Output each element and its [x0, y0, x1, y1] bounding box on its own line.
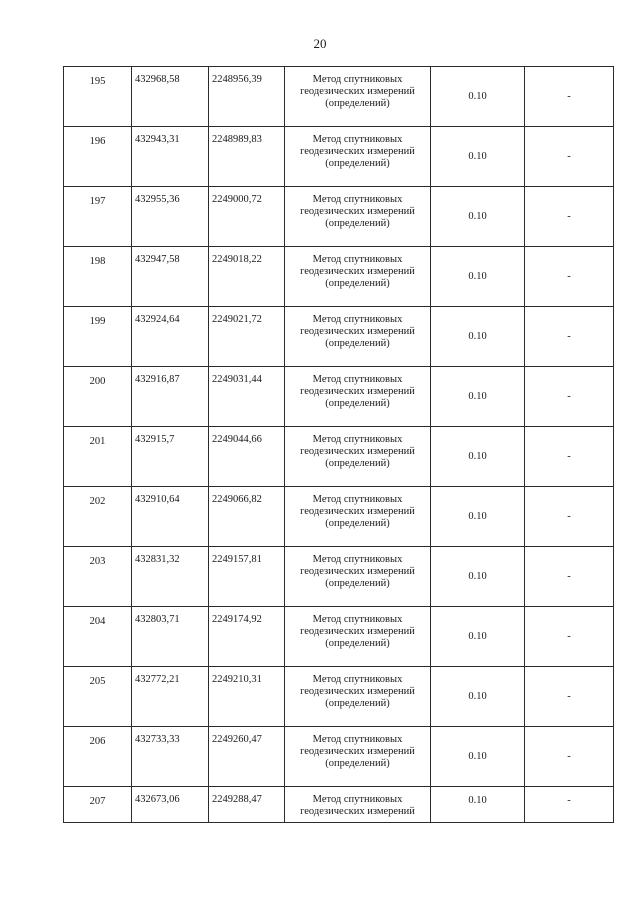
point-number-cell: 198 — [64, 247, 132, 307]
x-coordinate-cell: 432916,87 — [132, 367, 209, 427]
note-cell: - — [525, 787, 614, 823]
accuracy-cell: 0.10 — [431, 187, 525, 247]
y-coordinate-cell: 2248989,83 — [209, 127, 285, 187]
method-line: (определений) — [325, 638, 390, 649]
y-coordinate-cell: 2249031,44 — [209, 367, 285, 427]
table-row — [64, 607, 614, 667]
note-cell: - — [525, 67, 614, 127]
point-number-cell: 196 — [64, 127, 132, 187]
method-line: геодезических измерений — [300, 446, 415, 457]
point-number-cell: 201 — [64, 427, 132, 487]
table-row — [64, 427, 614, 487]
note-cell: - — [525, 427, 614, 487]
table-row — [64, 247, 614, 307]
note-cell: - — [525, 247, 614, 307]
method-cell — [285, 547, 431, 607]
note-cell: - — [525, 127, 614, 187]
method-line: (определений) — [325, 218, 390, 229]
method-line: Метод спутниковых — [312, 254, 403, 265]
note-cell: - — [525, 547, 614, 607]
accuracy-cell: 0.10 — [431, 427, 525, 487]
method-line: (определений) — [325, 578, 390, 589]
point-number-cell: 202 — [64, 487, 132, 547]
note-cell: - — [525, 367, 614, 427]
x-coordinate-cell: 432968,58 — [132, 67, 209, 127]
method-line: геодезических измерений — [300, 746, 415, 757]
method-cell — [285, 787, 431, 823]
point-number-cell: 195 — [64, 67, 132, 127]
accuracy-cell: 0.10 — [431, 547, 525, 607]
coordinates-table — [63, 66, 614, 823]
accuracy-cell: 0.10 — [431, 487, 525, 547]
y-coordinate-cell: 2249021,72 — [209, 307, 285, 367]
table-row — [64, 67, 614, 127]
coordinates-table-body — [64, 67, 614, 823]
x-coordinate-cell: 432924,64 — [132, 307, 209, 367]
accuracy-cell: 0.10 — [431, 67, 525, 127]
method-cell — [285, 667, 431, 727]
method-line: (определений) — [325, 698, 390, 709]
y-coordinate-cell: 2249288,47 — [209, 787, 285, 823]
x-coordinate-cell: 432831,32 — [132, 547, 209, 607]
method-line: Метод спутниковых — [312, 134, 403, 145]
method-cell — [285, 247, 431, 307]
method-line: Метод спутниковых — [312, 674, 403, 685]
table-row — [64, 547, 614, 607]
method-line: Метод спутниковых — [312, 434, 403, 445]
y-coordinate-cell: 2249044,66 — [209, 427, 285, 487]
method-line: (определений) — [325, 398, 390, 409]
table-row — [64, 667, 614, 727]
point-number-cell: 200 — [64, 367, 132, 427]
point-number-cell: 205 — [64, 667, 132, 727]
method-line: геодезических измерений — [300, 806, 415, 817]
table-row — [64, 787, 614, 823]
method-cell — [285, 307, 431, 367]
table-row — [64, 367, 614, 427]
x-coordinate-cell: 432673,06 — [132, 787, 209, 823]
point-number-cell: 206 — [64, 727, 132, 787]
y-coordinate-cell: 2249066,82 — [209, 487, 285, 547]
method-line: Метод спутниковых — [312, 614, 403, 625]
accuracy-cell: 0.10 — [431, 607, 525, 667]
accuracy-cell: 0.10 — [431, 667, 525, 727]
method-line: (определений) — [325, 98, 390, 109]
method-cell — [285, 607, 431, 667]
y-coordinate-cell: 2249018,22 — [209, 247, 285, 307]
point-number-cell: 204 — [64, 607, 132, 667]
method-line: геодезических измерений — [300, 326, 415, 337]
note-cell: - — [525, 667, 614, 727]
method-cell — [285, 67, 431, 127]
method-line: (определений) — [325, 278, 390, 289]
method-cell — [285, 727, 431, 787]
accuracy-cell: 0.10 — [431, 367, 525, 427]
y-coordinate-cell: 2249157,81 — [209, 547, 285, 607]
method-cell — [285, 187, 431, 247]
method-cell — [285, 487, 431, 547]
accuracy-cell: 0.10 — [431, 247, 525, 307]
method-line: Метод спутниковых — [312, 554, 403, 565]
method-line: Метод спутниковых — [312, 374, 403, 385]
point-number-cell: 197 — [64, 187, 132, 247]
y-coordinate-cell: 2249260,47 — [209, 727, 285, 787]
method-line: Метод спутниковых — [312, 494, 403, 505]
method-cell — [285, 427, 431, 487]
method-line: геодезических измерений — [300, 86, 415, 97]
method-line: геодезических измерений — [300, 686, 415, 697]
method-line: Метод спутниковых — [312, 194, 403, 205]
method-line: геодезических измерений — [300, 506, 415, 517]
y-coordinate-cell: 2249174,92 — [209, 607, 285, 667]
table-row — [64, 307, 614, 367]
method-line: (определений) — [325, 518, 390, 529]
method-line: геодезических измерений — [300, 626, 415, 637]
method-cell — [285, 127, 431, 187]
point-number-cell: 207 — [64, 787, 132, 823]
point-number-cell: 199 — [64, 307, 132, 367]
accuracy-cell: 0.10 — [431, 727, 525, 787]
x-coordinate-cell: 432947,58 — [132, 247, 209, 307]
accuracy-cell: 0.10 — [431, 307, 525, 367]
method-line: Метод спутниковых — [312, 74, 403, 85]
x-coordinate-cell: 432943,31 — [132, 127, 209, 187]
method-line: геодезических измерений — [300, 146, 415, 157]
accuracy-cell: 0.10 — [431, 127, 525, 187]
note-cell: - — [525, 187, 614, 247]
method-line: геодезических измерений — [300, 386, 415, 397]
table-row — [64, 127, 614, 187]
x-coordinate-cell: 432955,36 — [132, 187, 209, 247]
x-coordinate-cell: 432910,64 — [132, 487, 209, 547]
note-cell: - — [525, 607, 614, 667]
y-coordinate-cell: 2249000,72 — [209, 187, 285, 247]
method-line: Метод спутниковых — [312, 314, 403, 325]
method-line: геодезических измерений — [300, 566, 415, 577]
table-row — [64, 187, 614, 247]
method-line: (определений) — [325, 338, 390, 349]
x-coordinate-cell: 432915,7 — [132, 427, 209, 487]
method-line: (определений) — [325, 458, 390, 469]
table-row — [64, 487, 614, 547]
point-number-cell: 203 — [64, 547, 132, 607]
note-cell: - — [525, 487, 614, 547]
accuracy-cell: 0.10 — [431, 787, 525, 823]
method-line: геодезических измерений — [300, 266, 415, 277]
x-coordinate-cell: 432803,71 — [132, 607, 209, 667]
page-number: 20 — [313, 36, 327, 51]
method-line: (определений) — [325, 758, 390, 769]
method-line: Метод спутниковых — [312, 734, 403, 745]
method-line: (определений) — [325, 158, 390, 169]
x-coordinate-cell: 432733,33 — [132, 727, 209, 787]
note-cell: - — [525, 307, 614, 367]
method-line: Метод спутниковых — [312, 794, 403, 805]
method-cell — [285, 367, 431, 427]
note-cell: - — [525, 727, 614, 787]
y-coordinate-cell: 2248956,39 — [209, 67, 285, 127]
y-coordinate-cell: 2249210,31 — [209, 667, 285, 727]
x-coordinate-cell: 432772,21 — [132, 667, 209, 727]
method-line: геодезических измерений — [300, 206, 415, 217]
table-row — [64, 727, 614, 787]
